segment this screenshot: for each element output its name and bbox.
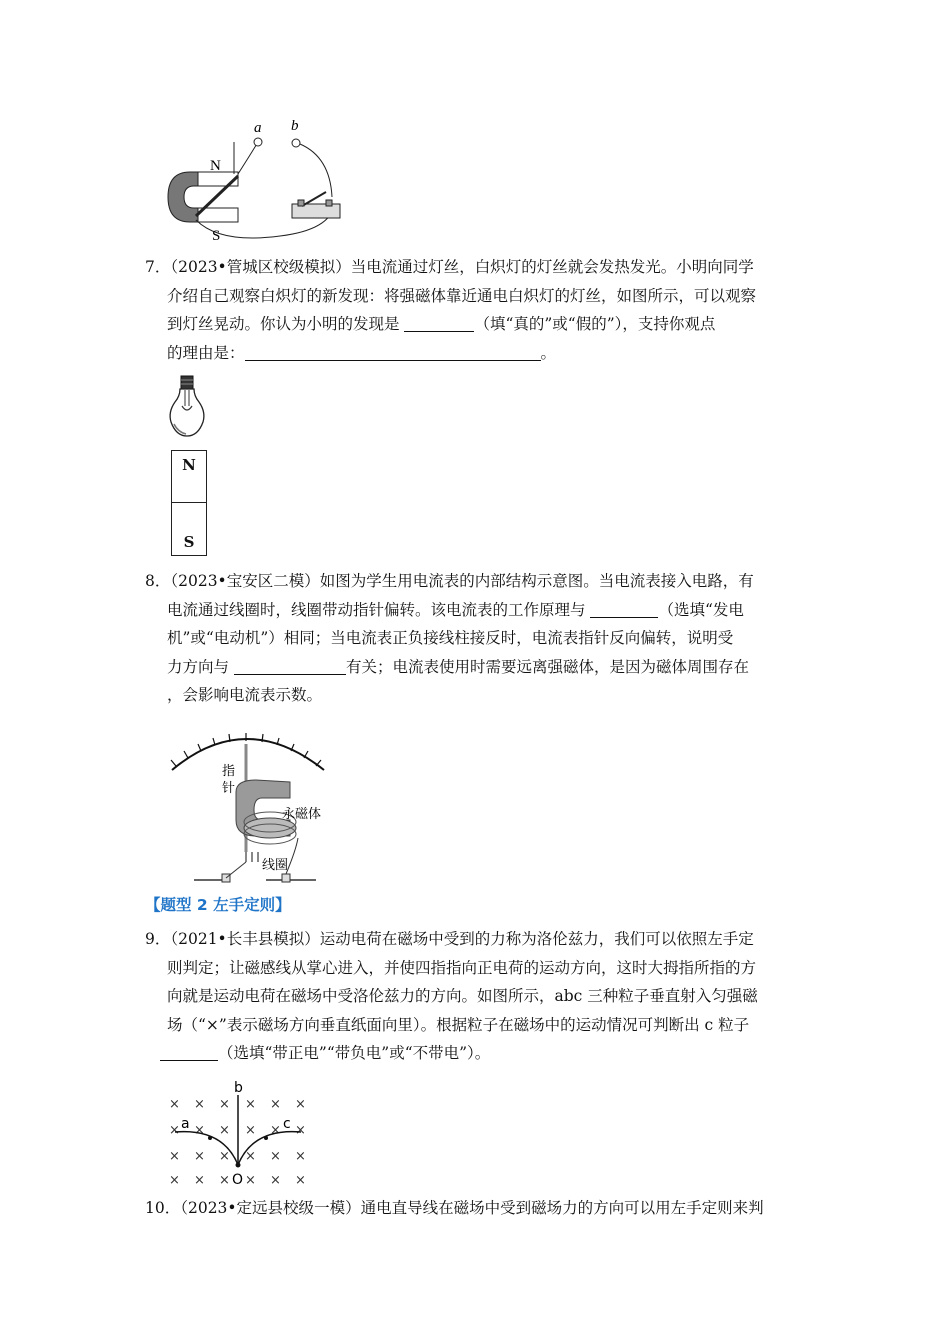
field-cross-0-2: × (219, 1097, 230, 1112)
field-cross-2-1: × (194, 1149, 205, 1164)
q7-line-1: 7．（2023•管城区校级模拟）当电流通过灯丝，白炽灯的灯丝就会发热发光。小明向同学 (145, 258, 754, 276)
fig6-label-a: a (254, 120, 262, 136)
field-cross-0-1: × (194, 1097, 205, 1112)
field-cross-1-0: × (169, 1123, 180, 1138)
q10-line-1: 10．（2023•定远县校级一模）通电直导线在磁场中受到磁场力的方向可以用左手定则来判 (145, 1199, 764, 1217)
field-cross-2-2: × (219, 1149, 230, 1164)
field-cross-3-4: × (270, 1173, 281, 1188)
q9-answer-blank[interactable] (160, 1041, 218, 1061)
figure-magnetic-field (165, 1080, 315, 1190)
bar-magnet (171, 450, 207, 556)
q9-line-1: 9．（2021•长丰县模拟）运动电荷在磁场中受到的力称为洛伦兹力，我们可以依照左手定 (145, 930, 754, 948)
field-cross-1-2: × (219, 1123, 230, 1138)
field-cross-1-1: × (194, 1123, 205, 1138)
bulb-icon (166, 374, 208, 440)
q7-line-2: 介绍自己观察白炽灯的新发现：将强磁体靠近通电白炽灯的灯丝，如图所示，可以观察 (167, 286, 757, 305)
magnet-label-s: S (183, 533, 195, 551)
field-cross-2-4: × (270, 1149, 281, 1164)
fig6-label-s: S (212, 228, 221, 244)
field-cross-0-5: × (295, 1097, 306, 1112)
question-9 (145, 925, 810, 1068)
field-cross-0-4: × (270, 1097, 281, 1112)
q9-line-2: 则判定；让磁感线从掌心进入，并使四指指向正电荷的运动方向，这时大拇指所指的方 (167, 958, 757, 977)
field-cross-3-2: × (219, 1173, 230, 1188)
field-cross-3-3: × (245, 1173, 256, 1188)
field-cross-0-3: × (245, 1097, 256, 1112)
section-heading-type-2: 【题型 2 左手定则】 (145, 896, 291, 914)
question-10 (145, 1194, 810, 1223)
figure-ammeter (166, 720, 336, 888)
q8-line-5: ，会影响电流表示数。 (167, 686, 323, 704)
fig8-pointer-char-2: 针 (222, 781, 236, 796)
q8-line-2: 电流通过线圈时，线圈带动指针偏转。该电流表的工作原理与 （选填“发电 (145, 596, 810, 625)
fig6-label-b: b (291, 118, 299, 134)
q8-line-3: 机”或“电动机”）相同；当电流表正负接线柱接反时，电流表指针反向偏转，说明受 (167, 629, 734, 647)
fig8-pointer-char-1: 指 (222, 764, 236, 779)
q8-answer-blank-2[interactable] (234, 655, 346, 675)
q8-line-4: 力方向与 有关；电流表使用时需要远离强磁体，是因为磁体周围存在 (145, 653, 810, 682)
q9-line-3: 向就是运动电荷在磁场中受洛伦兹力的方向。如图所示，abc 三种粒子垂直射入匀强磁 (167, 987, 758, 1005)
field-cross-3-0: × (169, 1173, 180, 1188)
q9-line-5: （选填“带正电”“带负电”或“不带电”）。 (145, 1039, 810, 1068)
magnet-label-n: N (182, 456, 196, 474)
question-8 (145, 567, 810, 710)
field-cross-2-3: × (245, 1149, 256, 1164)
field-cross-1-4: × (270, 1123, 281, 1138)
q8-answer-blank-1[interactable] (590, 598, 658, 618)
figure-magnet-circuit (160, 112, 350, 247)
fig8-coil-label: 线圈 (262, 858, 289, 873)
fig9-label-c: c (283, 1116, 291, 1132)
q7-answer-blank-1[interactable] (404, 312, 474, 332)
q7-answer-blank-2[interactable] (245, 341, 541, 361)
field-cross-1-5: × (295, 1123, 306, 1138)
field-cross-2-5: × (295, 1149, 306, 1164)
field-cross-0-0: × (169, 1097, 180, 1112)
q7-line-4: 的理由是： 。 (145, 339, 810, 368)
fig9-label-b: b (234, 1080, 243, 1096)
question-7 (145, 253, 810, 367)
fig9-label-o: O (232, 1172, 244, 1188)
q7-line-3: 到灯丝晃动。你认为小明的发现是 （填“真的”或“假的”），支持你观点 (145, 310, 810, 339)
q8-line-1: 8．（2023•宝安区二模）如图为学生用电流表的内部结构示意图。当电流表接入电路，有 (145, 572, 754, 590)
q9-line-4: 场（“×”表示磁场方向垂直纸面向里）。根据粒子在磁场中的运动情况可判断出 c 粒子 (167, 1015, 750, 1034)
fig8-magnet-label: 永磁体 (282, 807, 322, 822)
field-cross-3-5: × (295, 1173, 306, 1188)
field-cross-3-1: × (194, 1173, 205, 1188)
fig6-label-n: N (210, 158, 221, 174)
field-cross-1-3: × (245, 1123, 256, 1138)
field-cross-2-0: × (169, 1149, 180, 1164)
fig9-label-a: a (181, 1116, 190, 1132)
